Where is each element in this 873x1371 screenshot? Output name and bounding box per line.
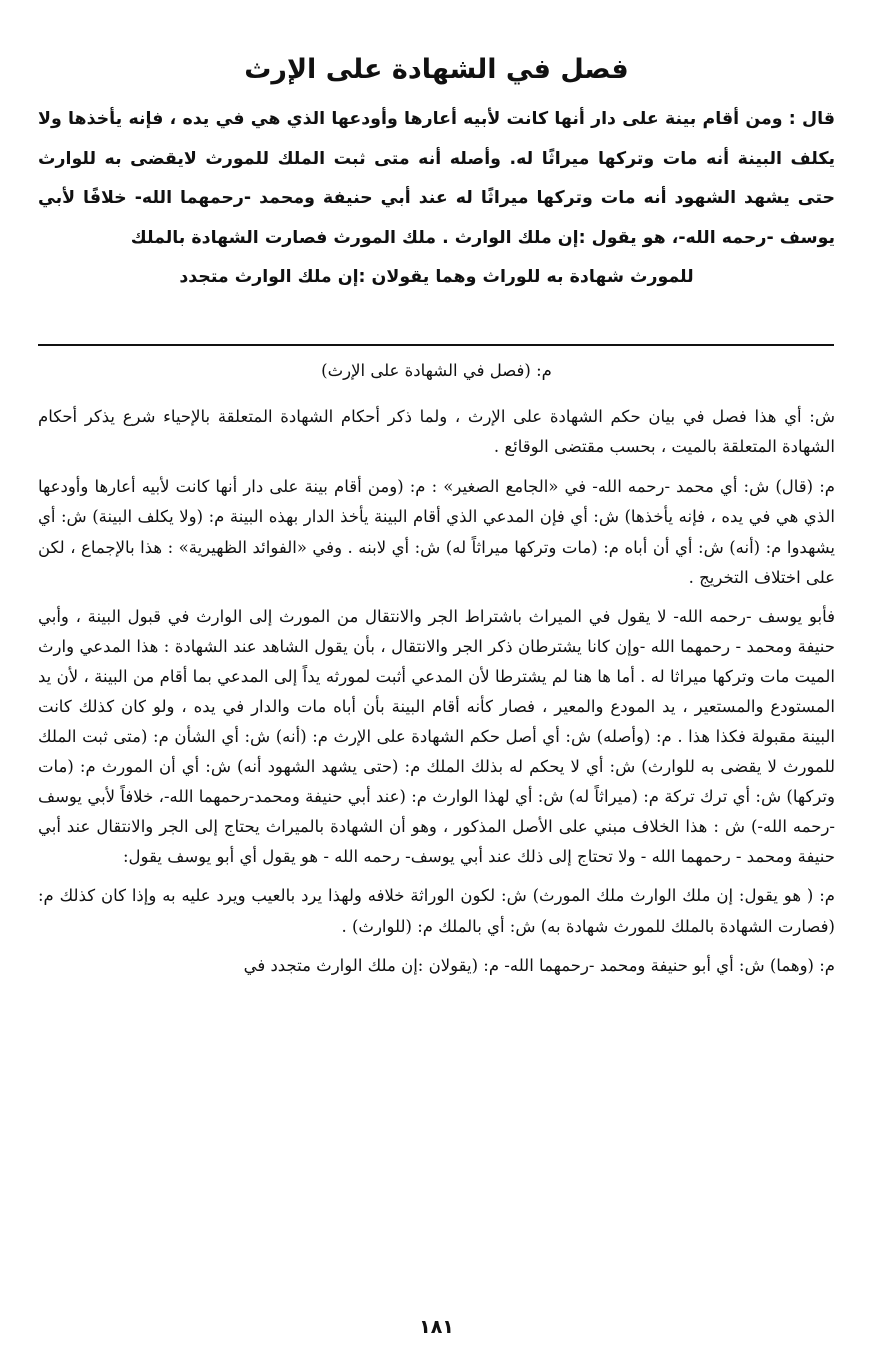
chapter-title: فصل في الشهادة على الإرث [244, 54, 629, 85]
commentary-heading: م: (فصل في الشهادة على الإرث) [321, 361, 552, 380]
matn-section [38, 50, 835, 298]
commentary-paragraph: م: (قال) ش: أي محمد -رحمه الله- في «الجامع الصغير» : م: (ومن أقام بينة على دار أنها كانت لأبيه أعارها وأودعها الذي هي في يده ، فإنه يأخذها) ش: أي فإن المدعي الذي أقام البينة يأخذ الدار بهذه البينة م: (ولا يكلف البينة) ش: أي يشهدوا م: (أنه) ش: أي أن أباه م: (مات وتركها ميراثاً له) ش: أي لابنه . وفي «الفوائد الظهيرية» : هذا بالإجماع ، لكن على اختلاف التخريج . [38, 476, 835, 588]
matn-paragraph: قال : ومن أقام بينة على دار أنها كانت لأبيه أعارها وأودعها الذي هي في يده ، فإنه يأخذها ولا يكلف البينة أنه مات وتركها ميراثًا له. وأصله أنه متى ثبت الملك للمورث لايقضى به للوارث حتى يشهد الشهود أنه مات وتركها ميراثًا له عند أبي حنيفة ومحمد -رحمهما الله- خلافًا لأبي يوسف -رحمه الله-، هو يقول :إن ملك الوارث . ملك المورث فصارت الشهادة بالملك [38, 109, 835, 248]
page-number: ١٨١ [419, 1316, 454, 1338]
commentary-paragraph: فأبو يوسف -رحمه الله- لا يقول في الميراث باشتراط الجر والانتقال من المورث إلى الوارث في قبول البينة ، وأبي حنيفة ومحمد - رحمهما الله -وإن كانا يشترطان ذكر الجر والانتقال ، بأن يقول الشاهد عند الشهادة : هذا المدعي وارث الميت مات وتركها ميراثا له . أما ها هنا لم يشترطا لأن المدعي أثبت لمورثه يداً إلى المدعي بما أقام من البينة ، لأن يد المستودع والمستعير ، يد المودع والمعير ، فصار كأنه أقام البينة بأن أباه مات والدار في يده ، ولو كان كذلك كانت البينة مقبولة فكذا هذا . م: (وأصله) ش: أي أصل حكم الشهادة على الإرث م: (أنه) ش: أي الشأن م: (متى ثبت الملك للمورث لا يقضى به للوارث) ش: أي لا يحكم له بذلك الملك م: (حتى يشهد الشهود أنه) ش: أي أن المورث م: (مات وتركها) ش: أي ترك تركة م: (ميراثاً له) ش: أي لهذا الوارث م: (عند أبي حنيفة ومحمد-رحمهما الله-، خلافاً لأبي يوسف -رحمه الله-) ش : هذا الخلاف مبني على الأصل المذكور ، وهو أن الشهادة بالميراث يحتاج إلى الجر والانتقال عند أبي حنيفة ومحمد - رحمهما الله - ولا تحتاج إلى ذلك عند أبي يوسف- رحمه الله - هو يقول أي أبو يوسف يقول: [38, 607, 835, 867]
matn-last-line: للمورث شهادة به للوراث وهما يقولان :إن ملك الوارث متجدد [179, 267, 694, 287]
commentary-section [38, 356, 835, 991]
commentary-paragraph: م: (وهما) ش: أي أبو حنيفة ومحمد -رحمهما الله- م: (يقولان :إن ملك الوارث متجدد في [243, 956, 835, 976]
commentary-paragraph: م: ( هو يقول: إن ملك الوارث ملك المورث) ش: لكون الوراثة خلافه ولهذا يرد بالعيب ويرد عليه به وإذا كان كذلك م: (فصارت الشهادة بالملك للمورث شهادة به) ش: أي بالملك م: (للوارث) . [38, 886, 835, 936]
section-divider [38, 344, 834, 346]
commentary-paragraph: ش: أي هذا فصل في بيان حكم الشهادة على الإرث ، ولما ذكر أحكام الشهادة المتعلقة بالإحياء شرع يذكر أحكام الشهادة المتعلقة بالميت ، بحسب مقتضى الوقائع . [38, 407, 835, 457]
